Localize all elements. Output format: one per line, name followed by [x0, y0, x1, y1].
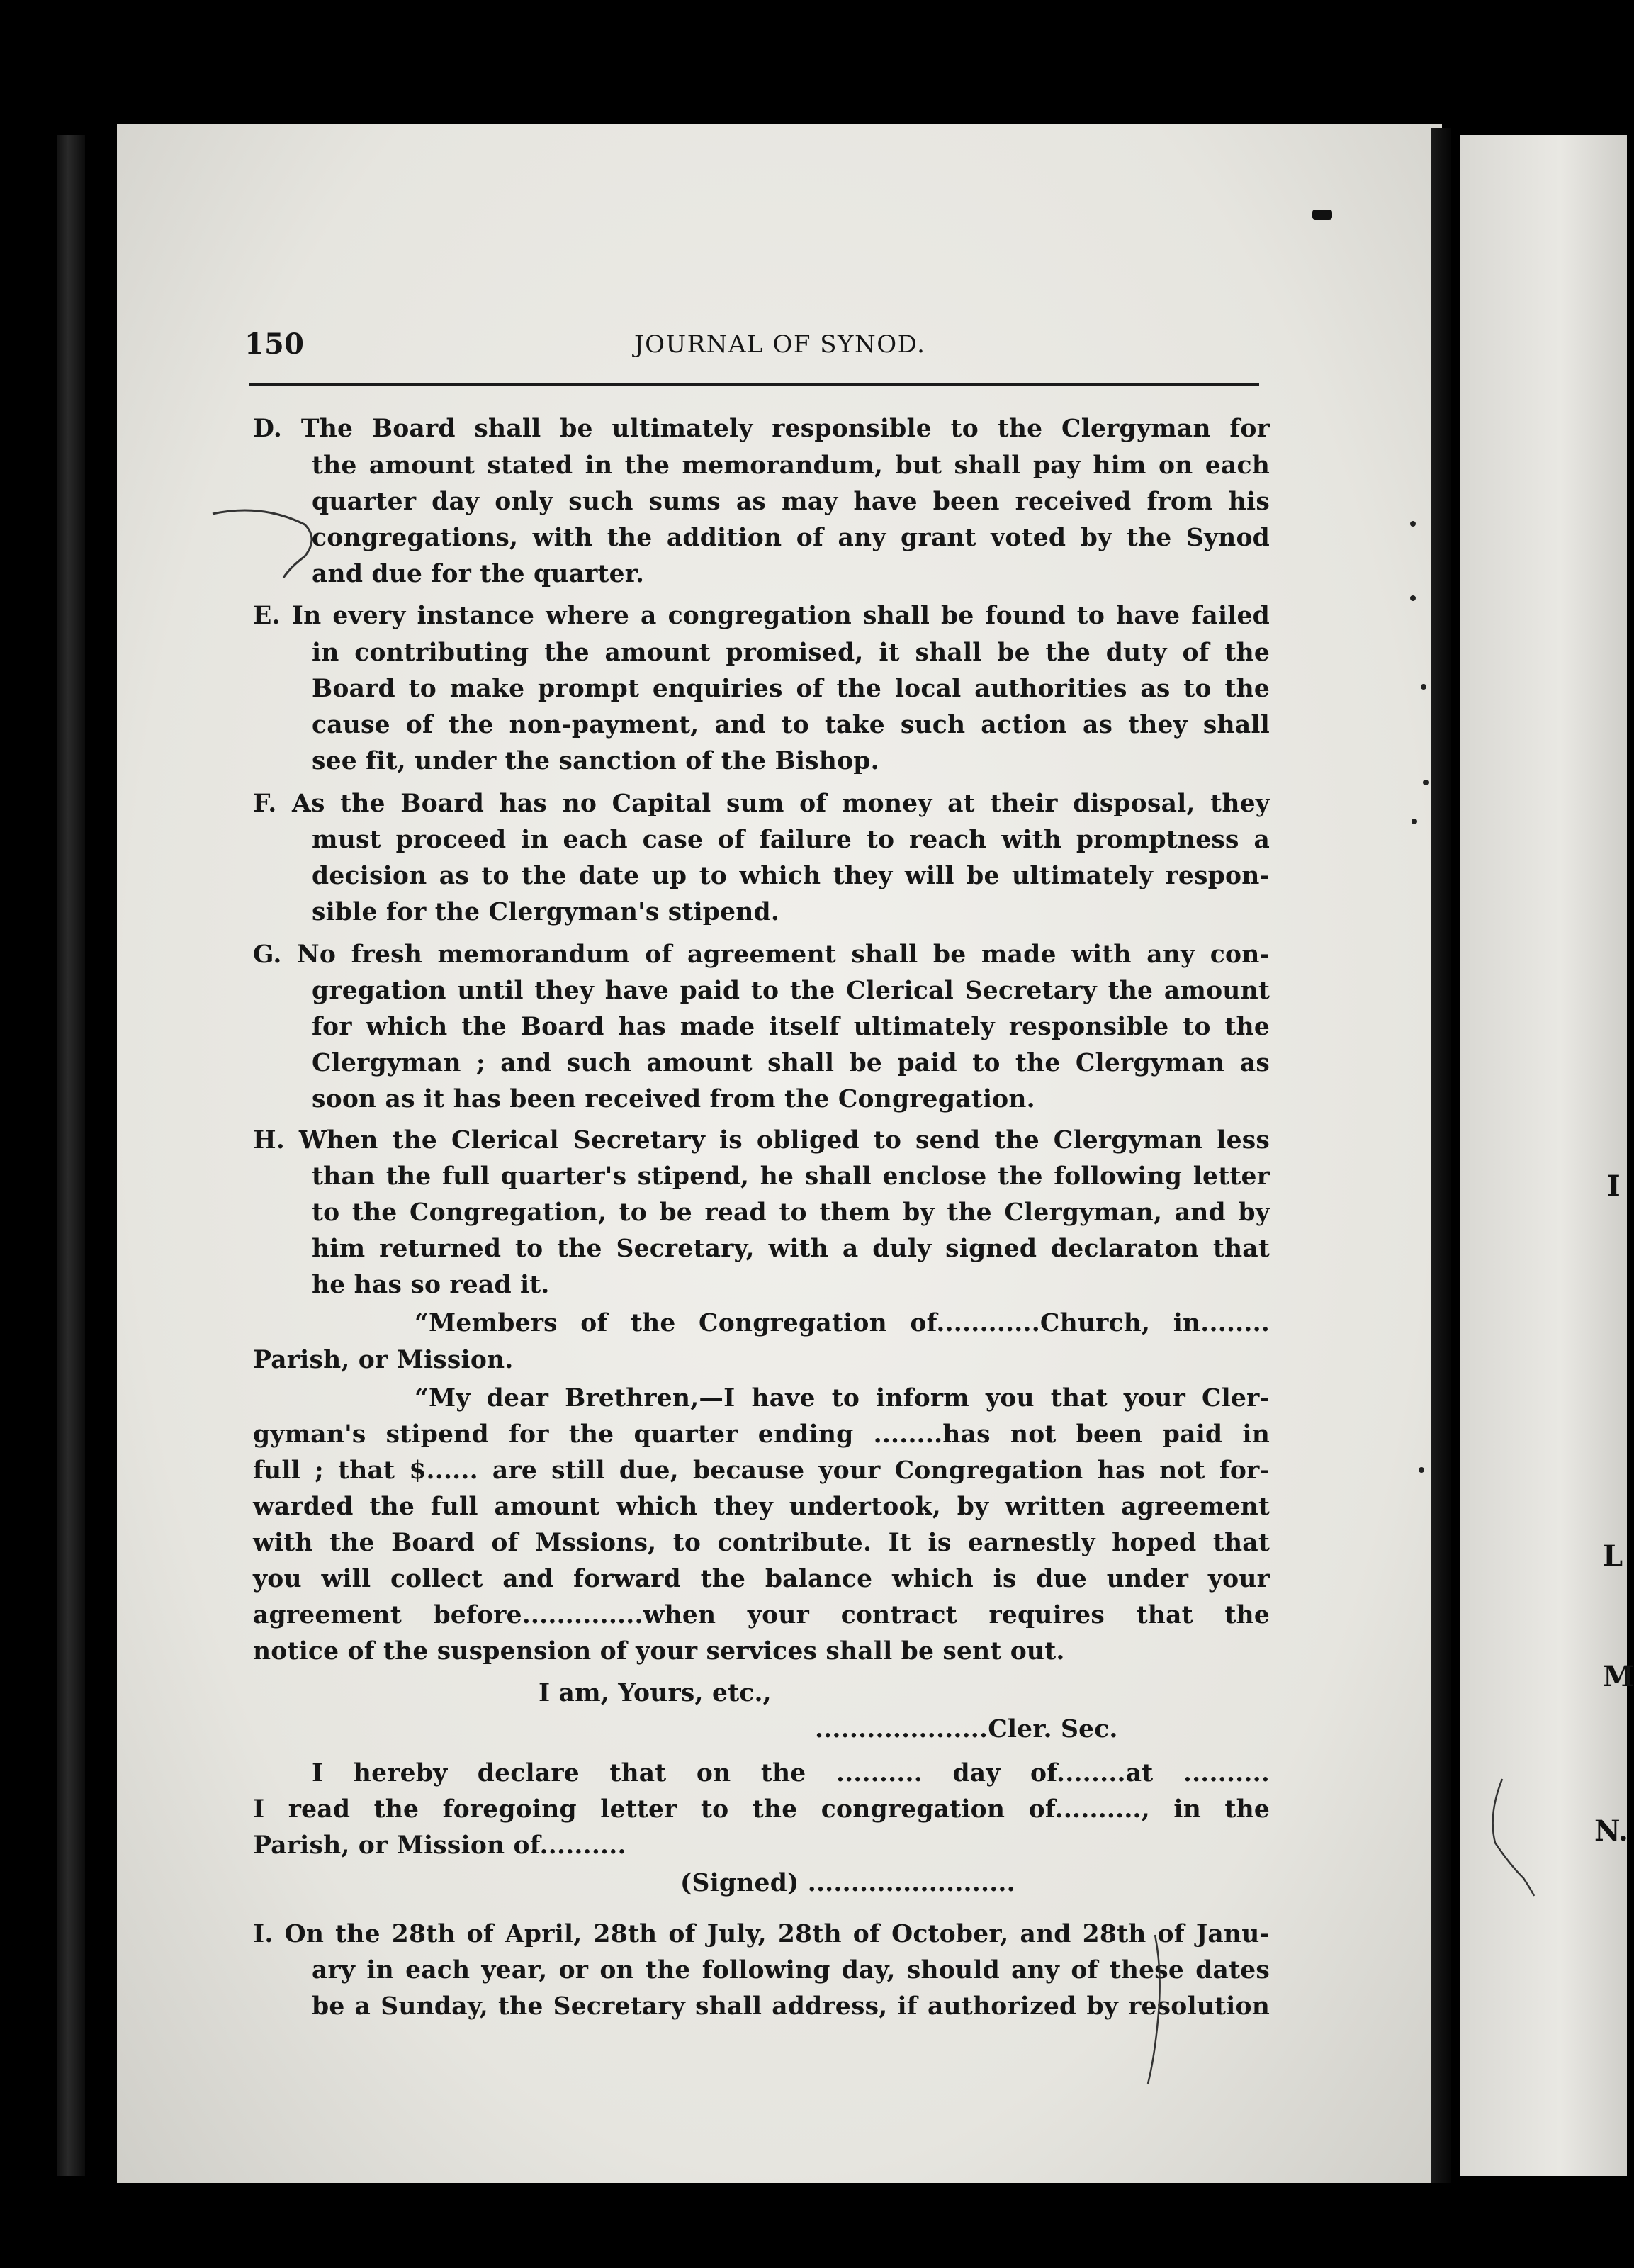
speck [1410, 521, 1416, 527]
running-head: JOURNAL OF SYNOD. [634, 330, 926, 359]
body-line: cause of the non-payment, and to take such action as they shall [312, 711, 1270, 739]
body-line: Clergyman ; and such amount shall be paid to the Clergyman as [312, 1049, 1270, 1077]
body-line: to the Congregation, to be read to them by the Clergyman, and by [312, 1198, 1270, 1227]
speck [1423, 780, 1429, 785]
speck [1410, 595, 1416, 601]
ink-blot [1312, 210, 1332, 220]
facing-page-letter: M [1603, 1660, 1634, 1693]
facing-page-letter: N. [1594, 1814, 1628, 1848]
declaration-line: I hereby declare that on the .......... day of........at .......... [312, 1759, 1270, 1787]
letter-line: full ; that $...... are still due, because your Congregation has not for- [253, 1456, 1270, 1485]
signed-line: (Signed) ........................ [680, 1869, 1015, 1897]
speck [1419, 1467, 1424, 1473]
body-line: congregations, with the addition of any grant voted by the Synod [312, 524, 1270, 552]
declaration-line: Parish, or Mission of.......... [253, 1831, 626, 1860]
letter-line: notice of the suspension of your services shall be sent out. [253, 1637, 1065, 1666]
body-line: H. When the Clerical Secretary is obliged to send the Clergyman less [253, 1126, 1270, 1155]
body-line: see fit, under the sanction of the Bishop. [312, 747, 879, 775]
header-rule [249, 383, 1259, 386]
body-line: gregation until they have paid to the Clerical Secretary the amount [312, 977, 1270, 1005]
body-line: D. The Board shall be ultimately responsible to the Clergyman for [253, 415, 1270, 443]
pencil-mark [1127, 1928, 1183, 2091]
body-line: I. On the 28th of April, 28th of July, 28th of October, and 28th of Janu- [253, 1920, 1270, 1948]
body-line: F. As the Board has no Capital sum of money at their disposal, they [253, 790, 1270, 818]
page-number: 150 [244, 327, 305, 361]
body-line: sible for the Clergyman's stipend. [312, 898, 780, 926]
letter-line: warded the full amount which they undertook, by written agreement [253, 1493, 1270, 1521]
letter-line: agreement before..............when your contract requires that the [253, 1601, 1270, 1629]
body-line: him returned to the Secretary, with a duly signed declaraton that [312, 1235, 1270, 1263]
body-line: and due for the quarter. [312, 560, 645, 588]
body-line: the amount stated in the memorandum, but shall pay him on each [312, 451, 1270, 480]
letter-line: Parish, or Mission. [253, 1346, 514, 1374]
body-line: quarter day only such sums as may have been received from his [312, 488, 1270, 516]
closing-line: I am, Yours, etc., [539, 1679, 772, 1707]
letter-line: with the Board of Mssions, to contribute. It is earnestly hoped that [253, 1529, 1270, 1557]
letter-line: you will collect and forward the balance which is due under your [253, 1565, 1270, 1593]
body-line: in contributing the amount promised, it shall be the duty of the [312, 639, 1270, 667]
pencil-mark [198, 496, 326, 588]
speck [1412, 819, 1417, 824]
body-line: than the full quarter's stipend, he shall enclose the following letter [312, 1162, 1270, 1191]
body-line: Board to make prompt enquiries of the local authorities as to the [312, 675, 1270, 703]
letter-line: “Members of the Congregation of............Church, in........ [415, 1309, 1270, 1337]
pencil-mark [1481, 1772, 1545, 1899]
signature-line: ....................Cler. Sec. [815, 1715, 1118, 1744]
book-gutter [1431, 128, 1451, 2183]
body-line: for which the Board has made itself ultimately responsible to the [312, 1013, 1270, 1041]
facing-page-letter: L [1603, 1539, 1623, 1573]
body-line: he has so read it. [312, 1271, 550, 1299]
book-spine-left [57, 135, 85, 2176]
speck [1421, 684, 1426, 690]
facing-page-letter: I [1607, 1169, 1621, 1203]
body-line: must proceed in each case of failure to reach with promptness a [312, 826, 1270, 854]
body-line: decision as to the date up to which they will be ultimately respon- [312, 862, 1270, 890]
body-line: G. No fresh memorandum of agreement shall be made with any con- [253, 941, 1270, 969]
body-line: E. In every instance where a congregation shall be found to have failed [253, 602, 1270, 630]
body-line: ary in each year, or on the following day, should any of these dates [312, 1956, 1270, 1984]
body-line: be a Sunday, the Secretary shall address, if authorized by resolution [312, 1992, 1270, 2021]
letter-line: “My dear Brethren,—I have to inform you that your Cler- [415, 1384, 1270, 1413]
declaration-line: I read the foregoing letter to the congregation of.........., in the [253, 1795, 1270, 1824]
letter-line: gyman's stipend for the quarter ending ........has not been paid in [253, 1420, 1270, 1449]
body-line: soon as it has been received from the Congregation. [312, 1085, 1035, 1113]
